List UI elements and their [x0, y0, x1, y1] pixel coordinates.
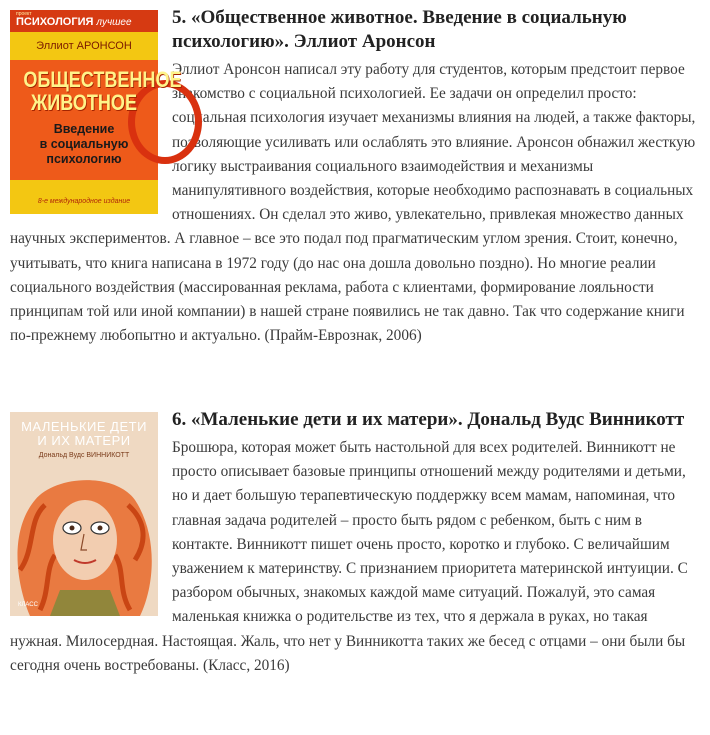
cover-title	[23, 67, 182, 115]
cover-subtitle-line2: в социальную	[39, 137, 129, 151]
cover-subtitle-line1: Введение	[53, 122, 115, 136]
cover-series	[16, 16, 132, 28]
cover-title-line1: ОБЩЕСТВЕННОЕ	[23, 67, 182, 92]
cover-child-drawing	[10, 460, 158, 616]
book-entry-6	[10, 408, 696, 678]
cover-author: Эллиот АРОНСОН	[36, 40, 132, 52]
cover-subtitle	[10, 122, 158, 167]
cover-author: Дональд Вудс ВИННИКОТТ	[38, 452, 130, 459]
book-description: Брошюра, которая может быть настольной для всех родителей. Винникотт не просто описывает базовые принципы отношений между родителями и детьми, но и дает большую терапевтическую поддержку всем мамам, напоминая, что главная задача родителей – просто быть рядом с ребенком, быть с ним в контакте. Винникотт пишет очень просто, коротко и глубоко. С величайшим уважением к материнству. С признанием приоритета материнской интуиции. С разбором обычных, знакомых каждой маме ситуаций. Пожалуй, это самая маленькая книжка о родительстве из тех, что я держала в руках, но такая нужная. Милосердная. Настоящая. Жаль, что нет у Винникотта таких же бесед с отцами – они были бы сегодня очень востребованы. (Класс, 2016)	[10, 439, 688, 674]
book-cover-aronson	[10, 10, 182, 214]
cover-title	[10, 420, 158, 448]
cover-series-name: ПСИХОЛОГИЯ	[16, 16, 94, 28]
cover-title-line2: И ИХ МАТЕРИ	[37, 433, 131, 448]
book-heading: 6. «Маленькие дети и их матери». Дональд Вудс Винникотт	[172, 409, 685, 430]
cover-series-tag: лучшее	[96, 17, 132, 28]
book-cover-winnicott	[10, 412, 158, 616]
cover-title-line1: МАЛЕНЬКИЕ ДЕТИ	[21, 419, 147, 434]
book-entry-5	[10, 6, 696, 348]
cover-title-line2: ЖИВОТНОЕ	[30, 90, 137, 115]
cover-project-label: проект	[16, 11, 32, 17]
book-heading: 5. «Общественное животное. Введение в социальную психологию». Эллиот Аронсон	[172, 7, 627, 52]
cover-publisher: КЛАСС	[18, 602, 38, 608]
book-description: Эллиот Аронсон написал эту работу для студентов, которым предстоит первое знакомство с социальной психологией. Ее задачи он определил просто: социальная психология изучает механизмы влияния на людей, а также факторы, позволяющие усиливать или ослаблять это влияние. Аронсон обнажил жесткую логику выстраивания социального взаимодействия и механизмы манипулятивного воздействия, которые необходимо распознавать в социальных отношениях. Он сделал это живо, увлекательно, привлекая множество данных научных экспериментов. А главное – все это подал под прагматическим углом зрения. Стоит, конечно, учитывать, что книга написана в 1972 году (до нас она дошла довольно поздно). Но многие реалии социального воздействия (массированная реклама, работа с клиентами, формирование лояльности принципам той или иной компании) в нашей стране появились не так давно. Так что содержание книги по-прежнему любопытно и актуально. (Прайм-Еврознак, 2006)	[10, 61, 696, 345]
cover-subtitle-line3: психологию	[46, 152, 122, 166]
cover-edition: 8-е международное издание	[37, 198, 131, 205]
